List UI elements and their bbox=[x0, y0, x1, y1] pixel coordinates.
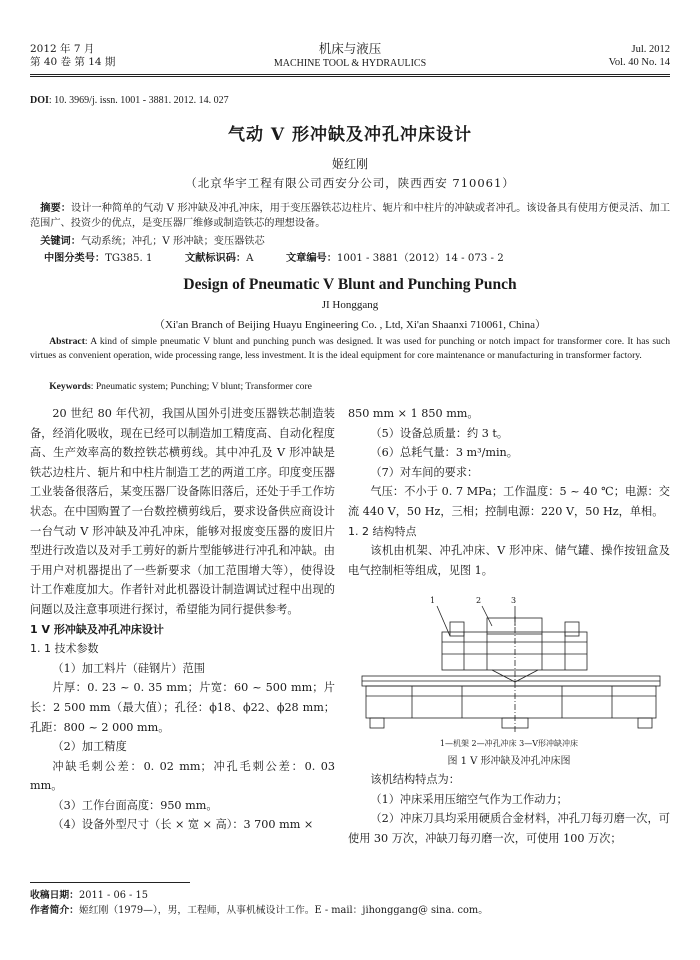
keywords-cn-label: 关键词： bbox=[40, 235, 81, 247]
param-2-title: （2）加工精度 bbox=[52, 740, 127, 754]
cylinder-left bbox=[450, 622, 464, 636]
header-volume: 第 40 卷 第 14 期 bbox=[30, 56, 116, 68]
machine-frame bbox=[366, 686, 656, 718]
author-bio-value: 姬红刚（1979—），男，工程师，从事机械设计工作。E - mail：jihonggang@ sina. com。 bbox=[78, 905, 489, 916]
classification-line bbox=[44, 251, 670, 266]
affiliation-en: （Xi'an Branch of Beijing Huayu Engineering Co. , Ltd, Xi'an Shaanxi 710061, China） bbox=[154, 319, 546, 331]
param-2-text: 冲缺毛刺公差：0. 02 mm；冲孔毛刺公差：0. 03 mm。 bbox=[30, 759, 335, 793]
param-4-cont: 850 mm × 1 850 mm。 bbox=[348, 407, 479, 420]
param-7-text: 气压：不小于 0. 7 MPa；工作温度：5 ~ 40 ℃；电源：交流 440 V，50 Hz，三相；控制电源：220 V，50 Hz，单相。 bbox=[348, 485, 670, 518]
doi-label: DOI bbox=[30, 95, 49, 106]
param-3: （3）工作台面高度：950 mm。 bbox=[52, 798, 218, 812]
article-no-label: 文章编号： bbox=[285, 252, 337, 264]
param-7: （7）对车间的要求： bbox=[370, 465, 479, 479]
figure-1 bbox=[352, 596, 670, 736]
section-1-heading: 1 V 形冲缺及冲孔冲床设计 bbox=[30, 622, 164, 636]
header-rule-2 bbox=[30, 76, 670, 77]
clc-label: 中图分类号： bbox=[44, 252, 106, 264]
keywords-cn-text: 气动系统；冲孔；V 形冲缺；变压器铁芯 bbox=[80, 236, 265, 247]
figure-label-2: 2 bbox=[476, 596, 482, 605]
received-label: 收稿日期： bbox=[30, 890, 79, 901]
features-intro: 该机结构特点为： bbox=[370, 773, 460, 786]
leg-left bbox=[370, 718, 384, 728]
author-bio bbox=[30, 903, 670, 918]
journal-issue bbox=[470, 43, 670, 69]
abstract-cn bbox=[30, 201, 670, 231]
right-column-lower bbox=[348, 770, 670, 848]
doi-value: : 10. 3969/j. issn. 1001 - 3881. 2012. 14. 027 bbox=[48, 95, 229, 106]
right-column bbox=[348, 404, 670, 580]
title-cn: 气动 V 形冲缺及冲孔冲床设计 bbox=[227, 125, 473, 145]
footnote-rule bbox=[30, 882, 190, 883]
affiliation-cn: （北京华宇工程有限公司西安分公司，陕西西安 710061） bbox=[185, 176, 515, 190]
leader-line-1 bbox=[437, 606, 450, 636]
top-cylinder bbox=[487, 618, 542, 634]
footnote bbox=[30, 888, 670, 918]
clc-value: TG385. 1 bbox=[105, 253, 153, 264]
journal-name bbox=[200, 41, 500, 71]
param-6: （6）总耗气量：3 m³/min。 bbox=[370, 446, 518, 460]
abstract-cn-text: 设计一种简单的气动 V 形冲缺及冲孔冲床，用于变压器铁芯边柱片、轭片和中柱片的冲缺或者冲孔。该设备具有使用方便灵活、加工范围广、投资少的优点，是变压器厂维修或制造铁芯的理想设备。 bbox=[30, 203, 671, 229]
abstract-en-label: Abstract bbox=[49, 336, 85, 347]
cylinder-right bbox=[565, 622, 579, 636]
received-value: 2011 - 06 - 15 bbox=[78, 890, 148, 901]
intro-paragraph: 20 世纪 80 年代初，我国从国外引进变压器铁芯制造装备，经消化吸收，现在已经可以制造加工精度高、自动化程度高、生产效率高的数控铁芯横剪线。其中冲孔及 V 形冲缺是铁芯边柱片、轭片和中柱片制造工艺的两道工序。印度变压器工业装备很落后，某变压器厂设备陈旧落后，还处于手工作坊状态。在中国购置了一台数控横剪线后，要求设备供应商设计一台气动 V 形冲缺及冲孔冲床，能够对报废变压器的废旧片型进行改造以及对手工剪好的新片型能够进行冲孔和冲缺。由于用户对机器提出了一些新要求（加工范围增大等），使得设计工作难度加大。作者针对此机器设计制造调试过程中出现的问题以及注意事项进行探讨，希望能为同行提供参考。 bbox=[30, 407, 335, 616]
keywords-en-text: : Pneumatic system; Punching; V blunt; Transformer core bbox=[90, 381, 312, 392]
author-bio-label: 作者简介： bbox=[30, 905, 79, 916]
machine-drawing bbox=[352, 596, 670, 736]
journal-title-cn: 机床与液压 bbox=[318, 41, 382, 56]
header-volume-en: Vol. 40 No. 14 bbox=[608, 57, 670, 68]
header-date: 2012 年 7 月 bbox=[30, 43, 95, 55]
journal-title-en: MACHINE TOOL & HYDRAULICS bbox=[273, 58, 427, 69]
abstract-en-text: : A kind of simple pneumatic V blunt and punching punch was designed. It was used for punching or notch impact for transformer core. It has such virtues as convenient operation, wide processing range, less investment. It is the ideal equipment for core maintenance or manufacturing in transformer factory. bbox=[30, 336, 670, 361]
leg-right bbox=[638, 718, 652, 728]
feature-2: （2）冲床刀具均采用硬质合金材料，冲孔刀每刃磨一次，可使用 30 万次，冲缺刀每刃磨一次，可使用 100 万次； bbox=[348, 812, 670, 845]
author-en: JI Honggang bbox=[321, 299, 379, 311]
title-en: Design of Pneumatic V Blunt and Punching Punch bbox=[183, 276, 517, 293]
figure-caption: 图 1 V 形冲缺及冲孔冲床图 bbox=[447, 756, 571, 767]
param-5: （5）设备总质量：约 3 t。 bbox=[370, 426, 509, 440]
figure-legend: 1—机架 2—冲孔冲床 3—V形冲缺冲床 bbox=[439, 739, 579, 748]
figure-label-3: 3 bbox=[511, 596, 517, 605]
param-4: （4）设备外型尺寸（长 × 宽 × 高）：3 700 mm × bbox=[52, 818, 314, 832]
keywords-en-label: Keywords bbox=[49, 381, 91, 392]
abstract-en bbox=[30, 335, 670, 362]
figure-label-1: 1 bbox=[430, 596, 436, 605]
keywords-en bbox=[30, 380, 670, 394]
header-rule bbox=[30, 74, 670, 75]
author-cn: 姬红刚 bbox=[331, 157, 368, 171]
structure-paragraph: 该机由机架、冲孔冲床、V 形冲床、储气罐、操作按钮盒及电气控制柜等组成，见图 1。 bbox=[348, 544, 670, 577]
doc-code-value: A bbox=[246, 253, 254, 264]
received-date bbox=[30, 888, 670, 903]
section-1-1-heading: 1. 1 技术参数 bbox=[30, 642, 99, 656]
param-1-text: 片厚：0. 23 ~ 0. 35 mm；片宽：60 ~ 500 mm；片长：2 500 mm（最大值）；孔径：ϕ18、ϕ22、ϕ28 mm；孔距：800 ~ 2 000 mm。 bbox=[30, 681, 335, 734]
doc-code-label: 文献标识码： bbox=[184, 252, 247, 264]
section-1-2-heading: 1. 2 结构特点 bbox=[348, 524, 417, 538]
doi-line bbox=[30, 94, 229, 108]
left-column bbox=[30, 404, 335, 835]
header-date-en: Jul. 2012 bbox=[631, 44, 670, 55]
article-no-value: 1001 - 3881（2012）14 - 073 - 2 bbox=[336, 253, 504, 264]
keywords-cn bbox=[30, 234, 670, 249]
abstract-cn-label: 摘要： bbox=[40, 202, 71, 214]
param-1-title: （1）加工料片（硅钢片）范围 bbox=[52, 661, 205, 675]
feature-1: （1）冲床采用压缩空气作为工作动力； bbox=[370, 792, 568, 806]
